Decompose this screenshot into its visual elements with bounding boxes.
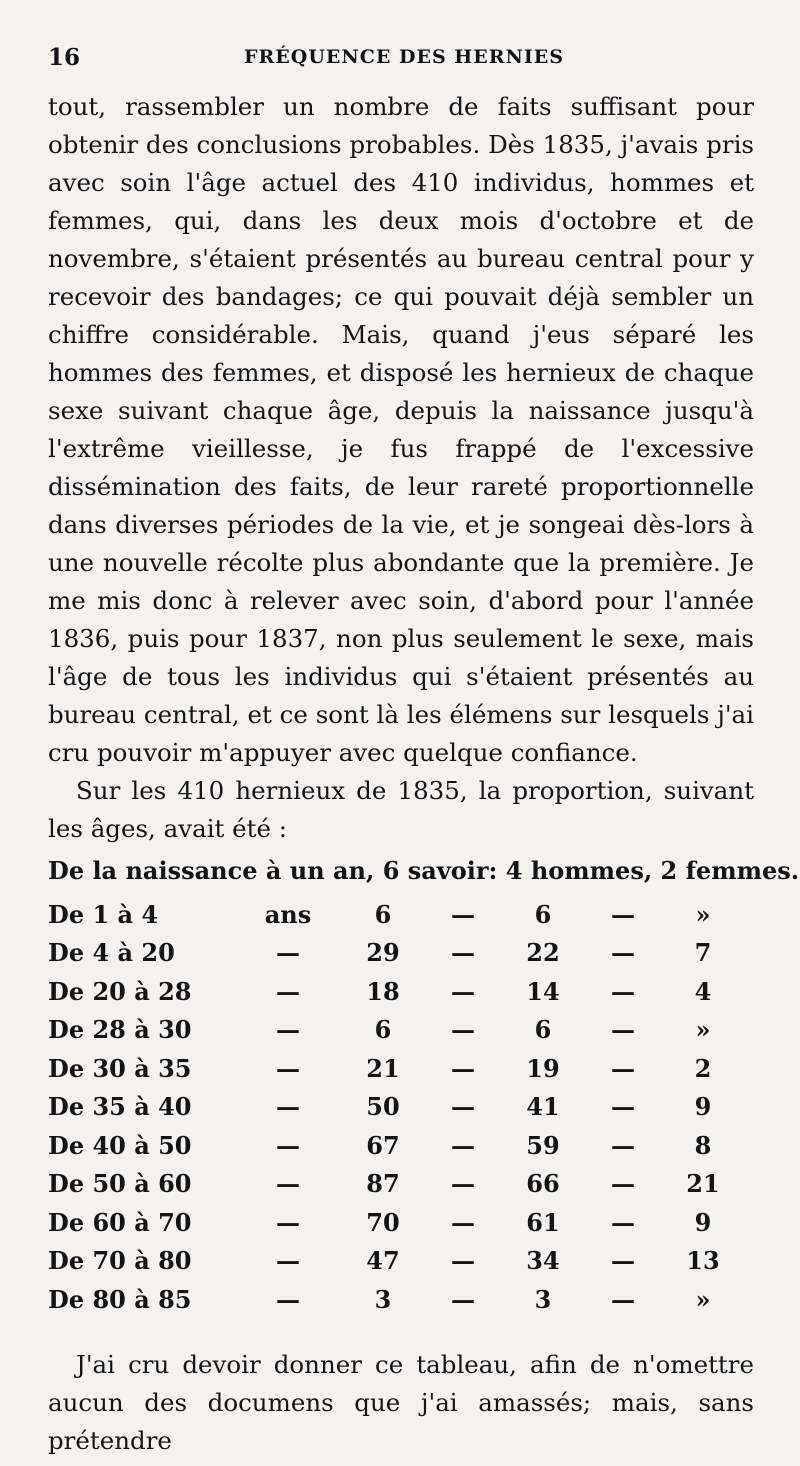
separator: —: [611, 1130, 635, 1160]
age-range: De 60 à 70: [48, 1207, 192, 1237]
separator: —: [611, 938, 635, 968]
unit: —: [276, 1015, 300, 1045]
separator: —: [611, 1169, 635, 1199]
age-range: De 50 à 60: [48, 1169, 192, 1199]
total-count: 6: [374, 899, 392, 929]
age-range: De 70 à 80: [48, 1246, 192, 1276]
unit: —: [276, 1207, 300, 1237]
separator: —: [451, 899, 475, 929]
separator: —: [451, 1284, 475, 1314]
men-count: 41: [526, 1092, 560, 1122]
separator: —: [611, 1015, 635, 1045]
table-row: [48, 1049, 748, 1088]
table-row: [48, 1280, 748, 1319]
men-count: 59: [526, 1130, 560, 1160]
age-range: De 28 à 30: [48, 1015, 192, 1045]
unit: ans: [264, 899, 312, 929]
women-count: 9: [694, 1207, 712, 1237]
men-count: 3: [534, 1284, 552, 1314]
table-row: [48, 934, 748, 973]
closing-text: [48, 1346, 754, 1460]
age-range: De 40 à 50: [48, 1130, 192, 1160]
paragraph: J'ai cru devoir donner ce tableau, afin de n'omettre aucun des documens que j'ai amassés; mais, sans prétendre: [48, 1350, 754, 1455]
women-count: »: [695, 1284, 711, 1314]
total-count: 6: [374, 1015, 392, 1045]
unit: —: [276, 938, 300, 968]
unit: —: [276, 976, 300, 1006]
separator: —: [611, 1053, 635, 1083]
unit: —: [276, 1169, 300, 1199]
women-count: »: [695, 899, 711, 929]
men-count: 6: [534, 1015, 552, 1045]
table-row: [48, 972, 748, 1011]
women-count: 21: [686, 1169, 720, 1199]
separator: —: [451, 1015, 475, 1045]
total-count: 70: [366, 1207, 400, 1237]
separator: —: [611, 899, 635, 929]
separator: —: [451, 1169, 475, 1199]
total-count: 21: [366, 1053, 400, 1083]
separator: —: [611, 1246, 635, 1276]
table-row: [48, 1165, 748, 1204]
men-count: 19: [526, 1053, 560, 1083]
women-count: 7: [694, 938, 712, 968]
total-count: 47: [366, 1246, 400, 1276]
men-count: 6: [534, 899, 552, 929]
men-count: 34: [526, 1246, 560, 1276]
women-count: 2: [694, 1053, 712, 1083]
age-range: De 4 à 20: [48, 938, 175, 968]
separator: —: [611, 1284, 635, 1314]
total-count: 18: [366, 976, 400, 1006]
separator: —: [611, 1207, 635, 1237]
women-count: 13: [686, 1246, 720, 1276]
unit: —: [276, 1130, 300, 1160]
table-row: [48, 1126, 748, 1165]
table-row: [48, 1088, 748, 1127]
separator: —: [451, 1053, 475, 1083]
age-range: De 35 à 40: [48, 1092, 192, 1122]
page-number: 16: [48, 44, 81, 71]
separator: —: [451, 976, 475, 1006]
total-count: 29: [366, 938, 400, 968]
total-count: 87: [366, 1169, 400, 1199]
table-row: [48, 1011, 748, 1050]
total-count: 67: [366, 1130, 400, 1160]
total-count: 3: [374, 1284, 392, 1314]
table-row: [48, 1242, 748, 1281]
men-count: 22: [526, 938, 560, 968]
men-count: 61: [526, 1207, 560, 1237]
table-row: [48, 895, 748, 934]
unit: —: [276, 1246, 300, 1276]
age-range: De 20 à 28: [48, 976, 192, 1006]
unit: —: [276, 1053, 300, 1083]
separator: —: [451, 1092, 475, 1122]
age-range: De 1 à 4: [48, 899, 159, 929]
total-count: 50: [366, 1092, 400, 1122]
running-head: FRÉQUENCE DES HERNIES: [244, 46, 564, 68]
separator: —: [451, 1246, 475, 1276]
separator: —: [611, 976, 635, 1006]
age-range: De 80 à 85: [48, 1284, 192, 1314]
separator: —: [451, 1207, 475, 1237]
unit: —: [276, 1092, 300, 1122]
women-count: 9: [694, 1092, 712, 1122]
table-row: [48, 1203, 748, 1242]
age-range: De 30 à 35: [48, 1053, 192, 1083]
separator: —: [451, 1130, 475, 1160]
women-count: »: [695, 1015, 711, 1045]
paragraph: Sur les 410 hernieux de 1835, la proportion, suivant les âges, avait été :: [48, 776, 754, 843]
age-table: [48, 895, 748, 1319]
men-count: 14: [526, 976, 560, 1006]
separator: —: [451, 938, 475, 968]
men-count: 66: [526, 1169, 560, 1199]
paragraph: tout, rassembler un nombre de faits suffisant pour obtenir des conclusions probables. Dès 1835, j'avais pris avec soin l'âge actuel des 410 individus, hommes et femmes, qui, dans les deux mois d'octobre et de novembre, s'étaient présentés au bureau central pour y recevoir des bandages; ce qui pouvait déjà sembler un chiffre considérable. Mais, quand j'eus séparé les hommes des femmes, et disposé les hernieux de chaque sexe suivant chaque âge, depuis la naissance jusqu'à l'extrême vieillesse, je fus frappé de l'excessive dissémination des faits, de leur rareté proportionnelle dans diverses périodes de la vie, et je songeai dès-lors à une nouvelle récolte plus abondante que la première. Je me mis donc à relever avec soin, d'abord pour l'année 1836, puis pour 1837, non plus seulement le sexe, mais l'âge de tous les individus qui s'étaient présentés au bureau central, et ce sont là les élémens sur lesquels j'ai cru pouvoir m'appuyer avec quelque confiance.: [48, 92, 754, 767]
women-count: 8: [694, 1130, 712, 1160]
table-intro-line: De la naissance à un an, 6 savoir: 4 hommes, 2 femmes.: [48, 856, 800, 885]
separator: —: [611, 1092, 635, 1122]
page-header: [48, 44, 760, 78]
unit: —: [276, 1284, 300, 1314]
body-text: [48, 88, 754, 848]
women-count: 4: [694, 976, 712, 1006]
